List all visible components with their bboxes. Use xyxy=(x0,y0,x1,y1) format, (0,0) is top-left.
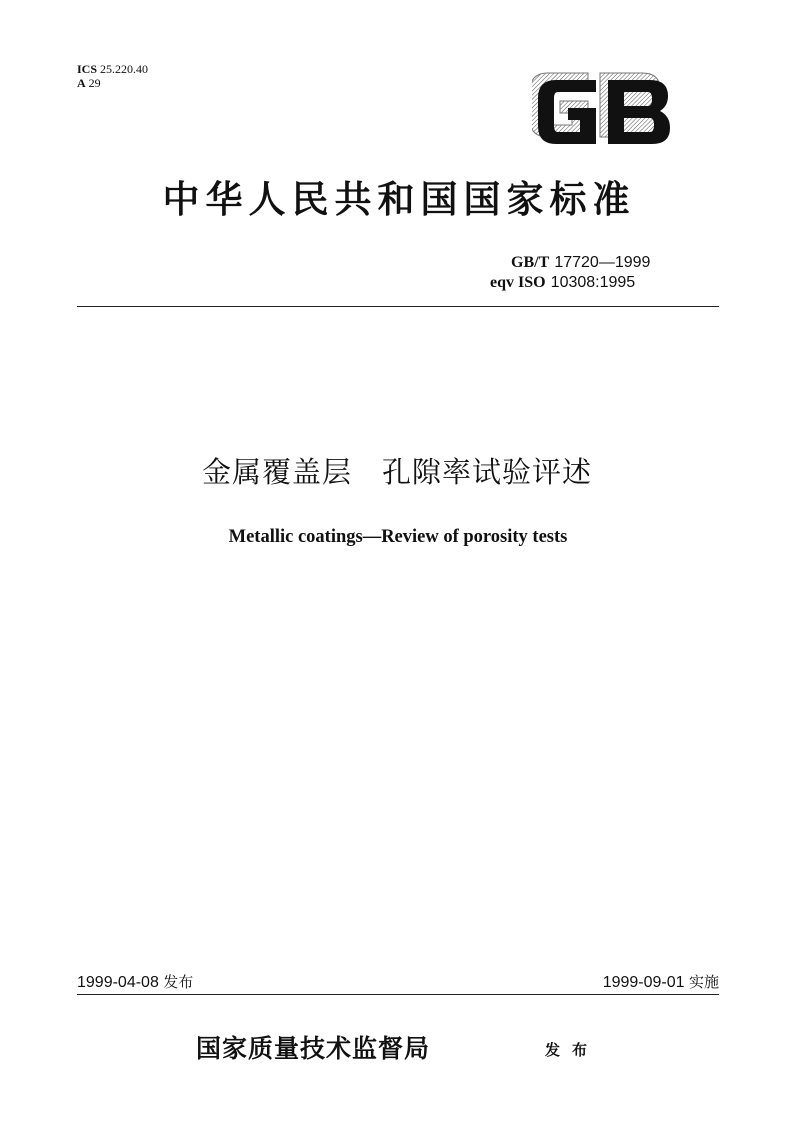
document-title-english: Metallic coatings—Review of porosity tests xyxy=(228,527,568,547)
issue-date-suffix: 发布 xyxy=(163,973,194,991)
ccs-line xyxy=(77,76,148,90)
effective-date-suffix: 实施 xyxy=(688,973,719,991)
gb-logo xyxy=(532,72,672,148)
effective-date-line xyxy=(603,972,719,993)
equivalent-standard-line xyxy=(480,272,690,292)
standard-code-label: GB/T xyxy=(511,254,550,271)
header-divider xyxy=(77,306,719,307)
gb-logo-icon xyxy=(532,72,672,148)
issuing-action: 发布 xyxy=(545,1041,600,1059)
ccs-value: 29 xyxy=(88,76,101,90)
footer-divider xyxy=(77,994,719,995)
standard-number-line xyxy=(480,252,690,272)
ics-label: ICS xyxy=(77,62,98,76)
issue-date-line xyxy=(77,972,193,993)
national-standard-title: 中华人民共和国国家标准 xyxy=(162,177,636,221)
equivalent-value: 10308:1995 xyxy=(550,274,636,291)
standard-code-value: 17720—1999 xyxy=(554,254,651,271)
document-title-chinese: 金属覆盖层 孔隙率试验评述 xyxy=(201,455,592,489)
standard-code-block xyxy=(480,252,690,292)
classification-block xyxy=(77,62,148,90)
issue-date: 1999-04-08 xyxy=(77,974,159,991)
equivalent-label: eqv ISO xyxy=(490,274,546,291)
issuing-authority: 国家质量技术监督局 xyxy=(196,1034,431,1063)
ics-value: 25.220.40 xyxy=(100,62,149,76)
ics-line xyxy=(77,62,148,76)
ccs-label: A xyxy=(77,76,86,90)
effective-date: 1999-09-01 xyxy=(602,974,685,991)
